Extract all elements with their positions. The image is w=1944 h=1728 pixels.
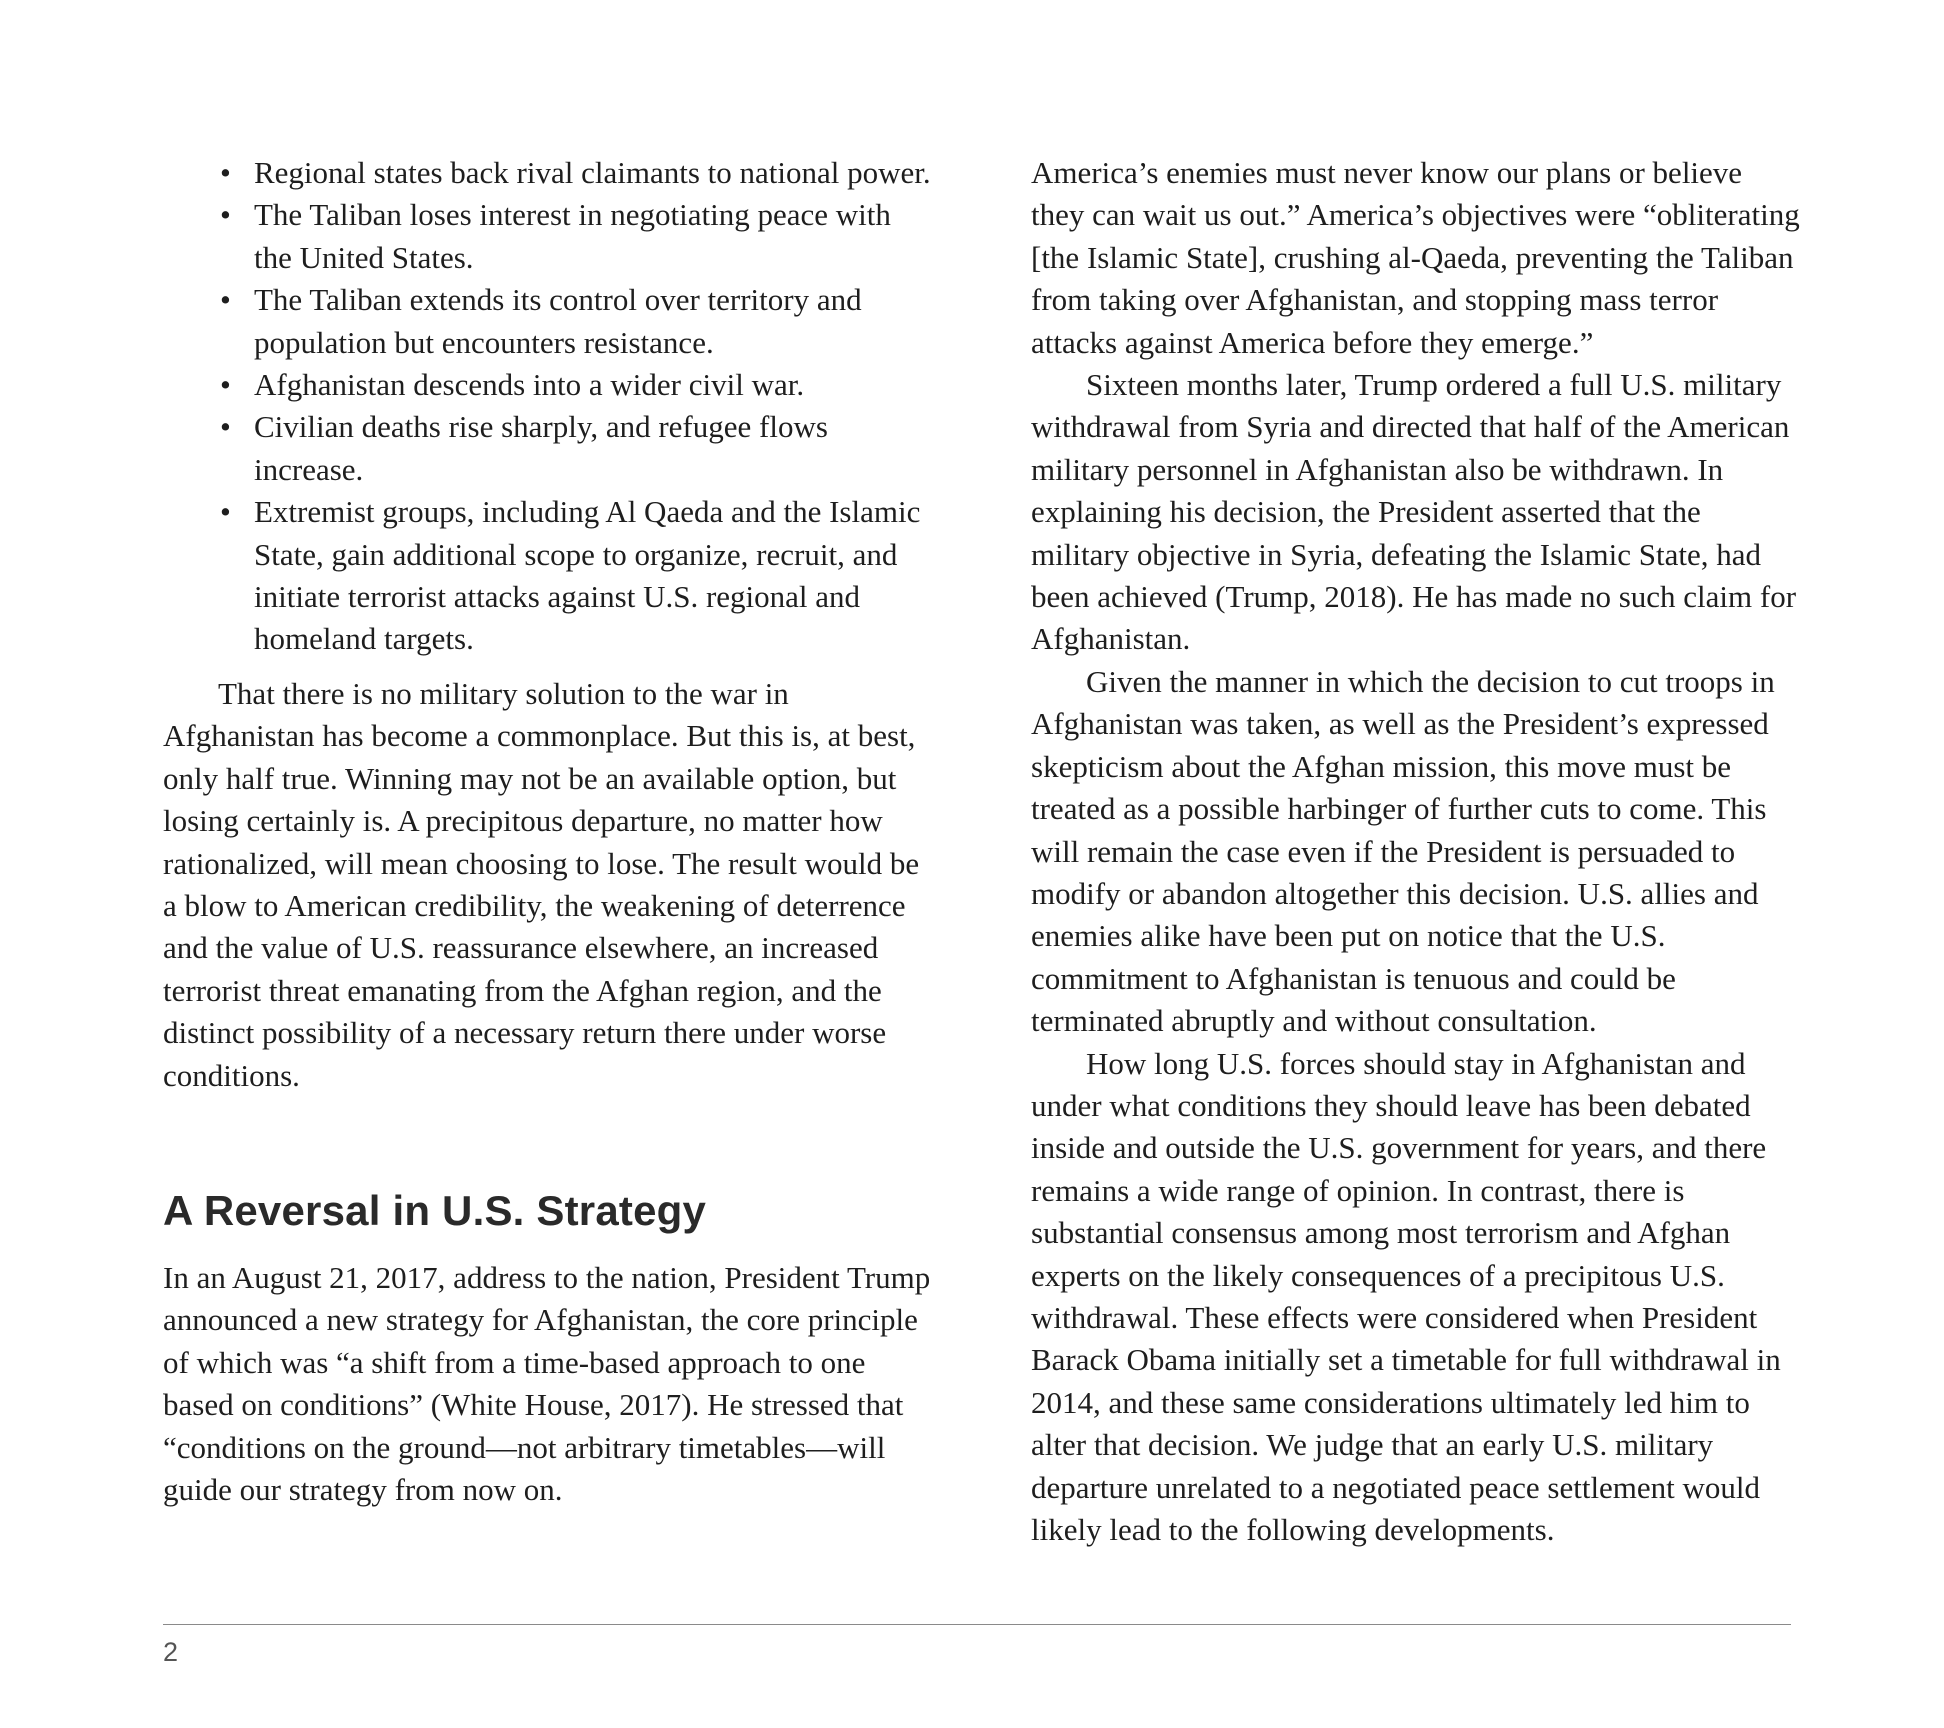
list-item	[163, 194, 933, 279]
section-heading: A Reversal in U.S. Strategy	[163, 1186, 707, 1234]
list-item	[163, 491, 933, 661]
bullet-icon: •	[220, 282, 231, 318]
body-paragraph: Sixteen months later, Trump ordered a full U.S. military withdrawal from Syria and directed that half of the American military personnel in Afghanistan also be withdrawn. In explaining his decision, the President asserted that the military objective in Syria, defeating the Islamic State, had been achieved (Trump, 2018). He has made no such claim for Afghanistan.	[1031, 367, 1797, 657]
body-paragraph: In an August 21, 2017, address to the nation, President Trump announced a new strategy for Afghanistan, the core principle of which was “a shift from a time-based approach to one based on conditions” (White House, 2017). He stressed that “conditions on the ground—not arbitrary timetables—will guide our strategy from now on.	[163, 1259, 931, 1507]
body-paragraph: That there is no military solution to the war in Afghanistan has become a commonplace. But this is, at best, only half true. Winning may not be an available option, but losing certainly is. A precipitous departure, no matter how rationalized, will mean choosing to lose. The result would be a blow to American credibility, the weakening of deterrence and the value of U.S. reassurance elsewhere, an increased terrorist threat emanating from the Afghan region, and the distinct possibility of a necessary return there under worse conditions.	[163, 675, 920, 1093]
list-item	[163, 406, 933, 491]
list-item-text: Afghanistan descends into a wider civil war.	[254, 367, 805, 403]
list-item-text: The Taliban extends its control over territory and population but encounters resistance.	[254, 282, 862, 360]
list-item-text: Regional states back rival claimants to national power.	[254, 155, 931, 190]
bullet-icon: •	[220, 409, 231, 445]
bullet-icon: •	[220, 155, 231, 190]
list-item-text: Extremist groups, including Al Qaeda and the Islamic State, gain additional scope to organize, recruit, and initiate terrorist attacks against U.S. regional and homeland targets.	[254, 494, 921, 657]
bullet-icon: •	[220, 367, 231, 403]
body-paragraph: How long U.S. forces should stay in Afghanistan and under what conditions they should leave has been debated inside and outside the U.S. government for years, and there remains a wide range of opinion. In contrast, there is substantial consensus among most terrorism and Afghan experts on the likely consequences of a precipitous U.S. withdrawal. These effects were considered when President Barack Obama initially set a timetable for full withdrawal in 2014, and these same considerations ultimately led him to alter that decision. We judge that an early U.S. military departure unrelated to a negotiated peace settlement would likely lead to the following developments.	[1031, 1045, 1781, 1547]
footer-divider	[163, 1624, 1791, 1625]
list-item-text: Civilian deaths rise sharply, and refugee flows increase.	[254, 409, 828, 487]
body-paragraph: America’s enemies must never know our plans or believe they can wait us out.” America’s objectives were “obliterating [the Islamic State], crushing al-Qaeda, preventing the Taliban from taking over Afghanistan, and stopping mass terror attacks against America before they emerge.”	[1031, 155, 1800, 360]
list-item	[163, 279, 933, 364]
list-item-text: The Taliban loses interest in negotiating peace with the United States.	[254, 197, 891, 275]
consequence-bullet-list	[163, 152, 933, 661]
bullet-icon: •	[220, 494, 231, 530]
list-item	[163, 152, 933, 194]
bullet-icon: •	[220, 197, 231, 233]
page-number: 2	[163, 1637, 179, 1667]
left-column	[163, 152, 933, 1511]
list-item	[163, 364, 933, 406]
body-paragraph: Given the manner in which the decision to cut troops in Afghanistan was taken, as well as the President’s expressed skepticism about the Afghan mission, this move must be treated as a possible harbinger of further cuts to come. This will remain the case even if the President is persuaded to modify or abandon altogether this decision. U.S. allies and enemies alike have been put on notice that the U.S. commitment to Afghanistan is tenuous and could be terminated abruptly and without consultation.	[1031, 663, 1775, 1039]
right-column	[1031, 152, 1801, 1551]
